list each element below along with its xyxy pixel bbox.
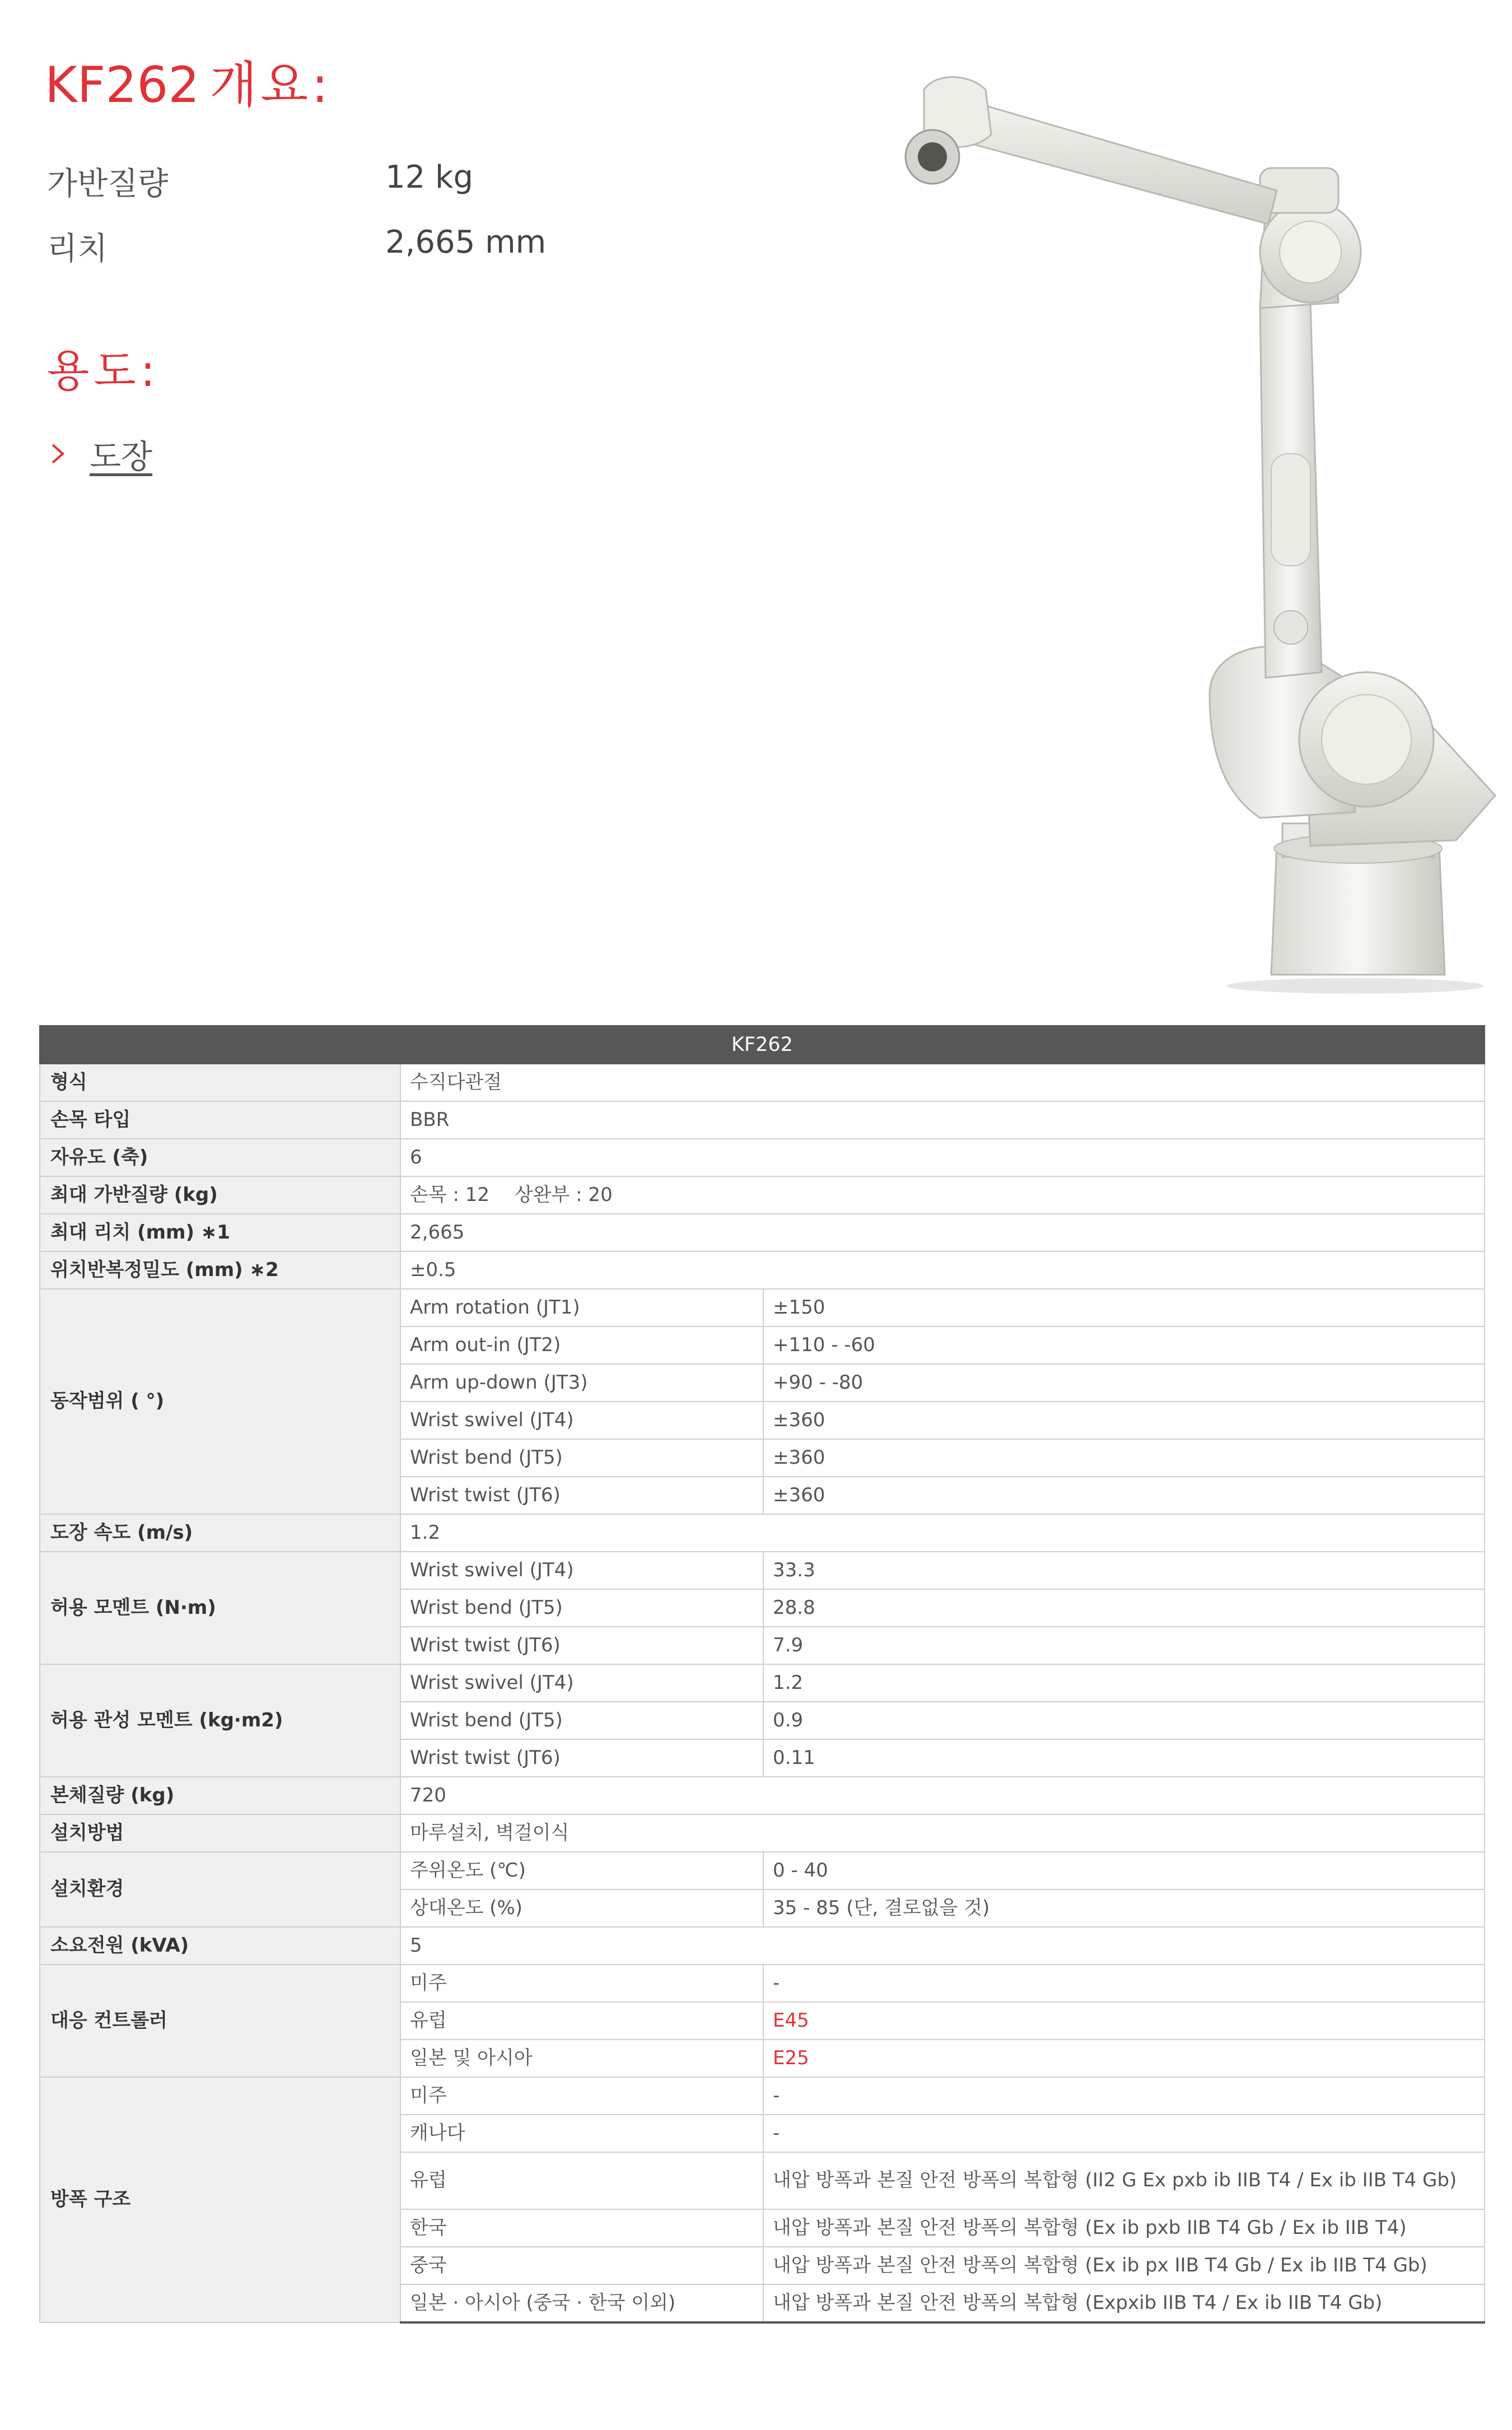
spec-subitem: 유럽	[400, 2002, 763, 2040]
chevron-right-icon	[45, 440, 72, 467]
spec-value: 33.3	[763, 1552, 1485, 1589]
spec-subitem: Wrist twist (JT6)	[400, 1477, 763, 1514]
reach-value: 2,665 mm	[385, 224, 547, 260]
spec-value: 5	[400, 1927, 1485, 1965]
spec-value: BBR	[400, 1101, 1485, 1139]
table-row	[40, 1965, 1485, 2002]
spec-subitem: Arm up-down (JT3)	[400, 1364, 763, 1402]
overview-title-suffix: 개요:	[209, 56, 332, 114]
spec-subitem: 미주	[400, 2077, 763, 2115]
spec-subitem: Wrist bend (JT5)	[400, 1589, 763, 1627]
spec-subitem: 미주	[400, 1965, 763, 2002]
spec-value: 내압 방폭과 본질 안전 방폭의 복합형 (Ex ib px IIB T4 Gb / Ex ib IIB T4 Gb)	[763, 2247, 1485, 2284]
spec-value: 1.2	[763, 1664, 1485, 1702]
reach-label: 리치	[47, 231, 108, 267]
spec-subitem: 중국	[400, 2247, 763, 2284]
spec-value: 0.9	[763, 1702, 1485, 1739]
spec-label: 본체질량 (kg)	[40, 1777, 400, 1814]
spec-value: 6	[400, 1139, 1485, 1176]
spec-header: KF262	[40, 1026, 1485, 1064]
spec-label: 손목 타입	[40, 1101, 400, 1139]
table-row	[40, 1777, 1485, 1814]
spec-value: 2,665	[400, 1214, 1485, 1251]
spec-subitem: Wrist twist (JT6)	[400, 1739, 763, 1777]
spec-value: 720	[400, 1777, 1485, 1814]
spec-subitem: 주위온도 (℃)	[400, 1852, 763, 1889]
usage-title: 용도:	[47, 346, 160, 397]
spec-subitem: 일본 · 아시아 (중국 · 한국 이외)	[400, 2284, 763, 2322]
spec-value: -	[763, 1965, 1485, 2002]
spec-value: 0.11	[763, 1739, 1485, 1777]
spec-label: 설치방법	[40, 1814, 400, 1852]
spec-subitem: 상대온도 (%)	[400, 1889, 763, 1927]
model-name: KF262	[45, 56, 200, 114]
spec-value: 손목 : 12 상완부 : 20	[400, 1176, 1485, 1214]
spec-value: ±360	[763, 1477, 1485, 1514]
spec-label: 허용 모멘트 (N·m)	[40, 1552, 400, 1664]
table-row	[40, 2077, 1485, 2115]
spec-value: 1.2	[400, 1514, 1485, 1552]
table-row	[40, 1176, 1485, 1214]
spec-value: ±0.5	[400, 1251, 1485, 1289]
spec-value: ±360	[763, 1402, 1485, 1439]
spec-label: 자유도 (축)	[40, 1139, 400, 1176]
spec-label: 대응 컨트롤러	[40, 1965, 400, 2077]
table-row	[40, 1852, 1485, 1889]
spec-label: 허용 관성 모멘트 (kg·m2)	[40, 1664, 400, 1777]
table-row	[40, 1214, 1485, 1251]
table-row	[40, 1814, 1485, 1852]
spec-subitem: Wrist swivel (JT4)	[400, 1552, 763, 1589]
robot-arm-image	[874, 67, 1501, 997]
spec-subitem: 유럽	[400, 2152, 763, 2209]
spec-value-highlight: E45	[763, 2002, 1485, 2040]
spec-label: 방폭 구조	[40, 2077, 400, 2322]
spec-label: 동작범위 ( °)	[40, 1289, 400, 1514]
spec-table	[39, 1025, 1485, 2324]
table-row	[40, 1514, 1485, 1552]
payload-value: 12 kg	[385, 159, 474, 195]
spec-subitem: Wrist swivel (JT4)	[400, 1402, 763, 1439]
spec-value: -	[763, 2115, 1485, 2152]
spec-value: ±360	[763, 1439, 1485, 1477]
spec-value: 내압 방폭과 본질 안전 방폭의 복합형 (II2 G Ex pxb ib IIB T4 / Ex ib IIB T4 Gb)	[763, 2152, 1485, 2209]
table-row	[40, 1064, 1485, 1101]
spec-value: 7.9	[763, 1627, 1485, 1664]
spec-label: 최대 리치 (mm) ∗1	[40, 1214, 400, 1251]
spec-subitem: Wrist swivel (JT4)	[400, 1664, 763, 1702]
table-row	[40, 1101, 1485, 1139]
table-row	[40, 1251, 1485, 1289]
spec-subitem: Wrist bend (JT5)	[400, 1702, 763, 1739]
spec-subitem: Arm rotation (JT1)	[400, 1289, 763, 1326]
spec-value: 28.8	[763, 1589, 1485, 1627]
spec-value: -	[763, 2077, 1485, 2115]
spec-value: 0 - 40	[763, 1852, 1485, 1889]
spec-subitem: 한국	[400, 2209, 763, 2247]
spec-value: +110 - -60	[763, 1326, 1485, 1364]
spec-subitem: Wrist bend (JT5)	[400, 1439, 763, 1477]
spec-label: 설치환경	[40, 1852, 400, 1927]
table-row	[40, 1289, 1485, 1326]
usage-link-painting[interactable]: 도장	[90, 437, 153, 476]
table-row	[40, 1664, 1485, 1702]
spec-value: +90 - -80	[763, 1364, 1485, 1402]
spec-subitem: Wrist twist (JT6)	[400, 1627, 763, 1664]
table-row	[40, 1927, 1485, 1965]
spec-subitem: Arm out-in (JT2)	[400, 1326, 763, 1364]
spec-label: 위치반복정밀도 (mm) ∗2	[40, 1251, 400, 1289]
spec-subitem: 캐나다	[400, 2115, 763, 2152]
spec-subitem: 일본 및 아시아	[400, 2040, 763, 2077]
spec-value: 내압 방폭과 본질 안전 방폭의 복합형 (Expxib IIB T4 / Ex ib IIB T4 Gb)	[763, 2284, 1485, 2322]
spec-value: ±150	[763, 1289, 1485, 1326]
spec-label: 형식	[40, 1064, 400, 1101]
spec-label: 소요전원 (kVA)	[40, 1927, 400, 1965]
overview-title	[45, 46, 332, 117]
spec-value: 35 - 85 (단, 결로없을 것)	[763, 1889, 1485, 1927]
spec-label: 도장 속도 (m/s)	[40, 1514, 400, 1552]
table-row	[40, 1139, 1485, 1176]
payload-label: 가반질량	[47, 166, 169, 202]
spec-value-highlight: E25	[763, 2040, 1485, 2077]
table-row	[40, 1552, 1485, 1589]
spec-header-row	[40, 1026, 1485, 1064]
spec-value: 마루설치, 벽걸이식	[400, 1814, 1485, 1852]
spec-label: 최대 가반질량 (kg)	[40, 1176, 400, 1214]
spec-value: 수직다관절	[400, 1064, 1485, 1101]
spec-value: 내압 방폭과 본질 안전 방폭의 복합형 (Ex ib pxb IIB T4 Gb / Ex ib IIB T4)	[763, 2209, 1485, 2247]
